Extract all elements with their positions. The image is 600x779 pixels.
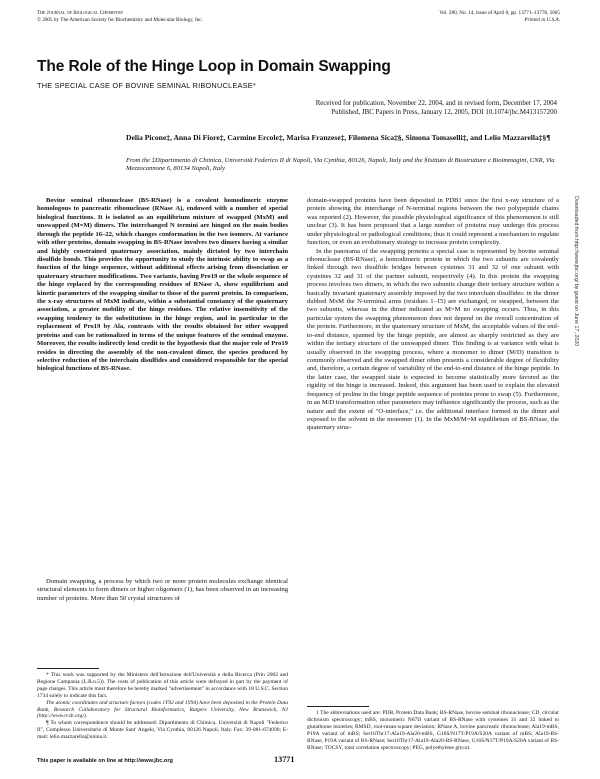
affiliation: From the ‡Dipartimento di Chimica, Università Federico II di Napoli, Via Cynthia, 80126, Napoli, Italy and the §Istituto di Biostrutture e Bioimmagini, CNR, Via Mezzocannone 6, 80134 Napoli, Italy [126,157,555,173]
body-paragraph: In the panorama of the swapping proteins a special case is represented by bovine seminal ribonuclease (BS-RNase), a homodimeric protein in which the two subunits are covalently linked through two disulfide bridges between cysteines 31 and 32 of one subunit with cysteines 32 and 31 of the partner subunit, respectively (4). In this protein the swapping process involves two dimers, in which the two subunits change their tertiary structure within a basically invariant quaternary assembly imposed by the two interchain disulfides: in the dimer dubbed MxM the N-terminal arms (residues 1–15) are exchanged, or swapped, between the two subunits, whereas in the dimer indicated as M=M no swapping occurs. Thus, in this particular system the swapping phenomenon does not depend on the overall concentration of the protein. Furthermore, in the quaternary structure of MxM, the acceptable values of the end-to-end distance, spanned by the hinge peptide, are almost as sharply restricted as they are within the tertiary structure of the unswapped dimer. This finding is at variance with what is usually observed in the swapping process, where a monomer to dimer (M/D) transition is commonly observed and the swapped dimer often presents a considerable degree of flexibility and, therefore, a certain degree of variability of the end-to-end distance of the hinge peptide. In the latter case, the swapped state is expected to become statistically more favored as the rigidity of the hinge is increased. Indeed, this argument has been used to explain the elevated frequency of proline in the hinge peptide sequence of proteins prone to swap (5). Furthermore, in an M/D transformation other parameters may influence significantly the process, such as the nature and the extent of "O-interface," i.e. the additional interface formed in the dimer and exposed to the solvent in the monomer (1). In the MxM/M=M equilibrium of BS-RNase, the quaternary struc- [307,247,559,432]
running-header-left [37,10,297,24]
page-number: 13771 [274,755,295,764]
footnote-correspondence: ¶ To whom correspondence should be addressed: Dipartimento di Chimica, Università di Napoli "Federico II", Complesso Universitario di Monte Sant' Angelo, Via Cynthia, 80126 Napoli, Italy. Fax: 39-081-674090; E-mail: lelio.mazzarella@unina.it. [37,720,288,741]
journal-name: The Journal of Biological Chemistry [37,10,124,16]
right-column [307,197,559,433]
footnote-abbreviations: 1 The abbreviations used are: PDB, Protein Data Bank; BS-RNase, bovine seminal ribonuclease; CD, circular dichroism spectroscopy; mBS, monomeric N67D variant of BS-RNase with cysteines 31 and 32 linked to glutathione moieties; RMSD, root-mean-square deviation; RNase A, bovine pancreatic ribonuclease; Ala19-mBS, P19A variant of mBS; Ser16Thr17-Ala19-Ala20-mBS, G16S/N17T/P19A/S20A variant of mBS; Ala19-BS-RNase, P19A variant of BS-RNase; Ser16Thr17-Ala19-Ala20-BS-RNase, G16S/N17T/P19A/S20A variant of BS-RNase; TOCSY, total correlation spectroscopy; PEG, polyethylene glycol. [307,710,559,751]
printed-in: Printed in U.S.A. [524,17,560,23]
footnote-pdb-deposit: The atomic coordinates and structure factors (codes 1Y92 and 1Y94) have been deposited in the Protein Data Bank, Research Collaboratory for Structural Bioinformatics, Rutgers University, New Brunswick, NJ (http://www.rcsb.org/). [37,699,288,720]
published-date: Published, JBC Papers in Press, January 12, 2005, DOI 10.1074/jbc.M413157200 [331,108,557,116]
footnotes-left [37,672,288,741]
volume-info: Vol. 280, No. 14, Issue of April 8, pp. 13771–13778, 2005 [439,10,560,16]
running-header-right [360,10,560,24]
author-list: Delia Picone‡, Anna Di Fiore‡, Carmine Ercole‡, Marisa Franzese‡, Filomena Sica‡§, Simona Tomaselli‡, and Lelio Mazzarella‡§¶ [126,133,551,142]
abstract: Bovine seminal ribonuclease (BS-RNase) is a covalent homodimeric enzyme homologous to pancreatic ribonuclease (RNase A), endowed with a number of special biological functions. It is isolated as an equilibrium mixture of swapped (MxM) and unswapped (M=M) dimers. The interchanged N termini are hinged on the main bodies through the peptide 16–22, which changes conformation in the two isomers. At variance with other proteins, domain swapping in BS-RNase involves two dimers having a similar and highly constrained quaternary association, mainly dictated by two interchain disulfide bonds. This provides the opportunity to study the intrinsic ability to swap as a function of the hinge sequence, without additional effects arising from dissociation or quaternary structure modifications. Two variants, having Pro19 or the whole sequence of the hinge replaced by the corresponding residues of RNase A, show equilibrium and kinetic parameters of the swapping similar to those of the parent protein. In comparison, the x-ray structures of MxM indicate, within a substantial constancy of the quaternary association, a greater mobility of the hinge residues. The relative insensitivity of the swapping tendency to the substitutions in the hinge region, and in particular to the replacement of Pro19 by Ala, contrasts with the results obtained for other swapped proteins and can be rationalized in terms of the unique features of the seminal enzyme. Moreover, the results indirectly lend credit to the hypothesis that the major role of Pro19 resides in directing the assembly of the non-covalent dimer, the species produced by selective reduction of the interchain disulfides and considered responsible for the special biological functions of BS-RNase. [37,197,288,373]
introduction-paragraph: Domain swapping, a process by which two or more protein molecules exchange identical structural elements to form dimers or higher oligomers (1), has been observed in an increasing number of proteins. More than 50 crystal structures of [37,578,288,602]
copyright: © 2005 by The American Society for Biochemistry and Molecular Biology, Inc. [37,17,203,23]
footnote-funding: * This work was supported by the Ministero dell'Istruzione dell'Università e della Ricerca (Prin 2002 and Regione Campania (L.R.n.5)). The costs of publication of this article were defrayed in part by the payment of page charges. This article must therefore be hereby marked "advertisement" in accordance with 18 U.S.C. Section 1734 solely to indicate this fact. [37,672,288,699]
footnote-divider [307,706,369,707]
footnote-divider [37,668,99,669]
received-date: Received for publication, November 22, 2004, and in revised form, December 17, 2004 [315,100,557,107]
download-watermark: Downloaded from http://www.jbc.org/ by guest on June 17, 2020 [573,196,579,347]
article-title: The Role of the Hinge Loop in Domain Swapping [37,58,391,75]
publication-dates [157,100,557,117]
article-subtitle: THE SPECIAL CASE OF BOVINE SEMINAL RIBONUCLEASE* [37,81,256,90]
body-paragraph: domain-swapped proteins have been deposited in PDB1 since the first x-ray structure of a protein showing the interchange of N-terminal regions between the two polypeptide chains was reported (2). However, the possible physiological significance of this phenomenon is still unclear (3). It has been proposed that a large number of proteins may undergo this process under physiological or pathological conditions; thus it could represent a mechanism to regulate function, or even an evolutionary strategy to increase protein complexity. [307,197,559,247]
online-availability: This paper is available on line at http://www.jbc.org [37,758,173,764]
